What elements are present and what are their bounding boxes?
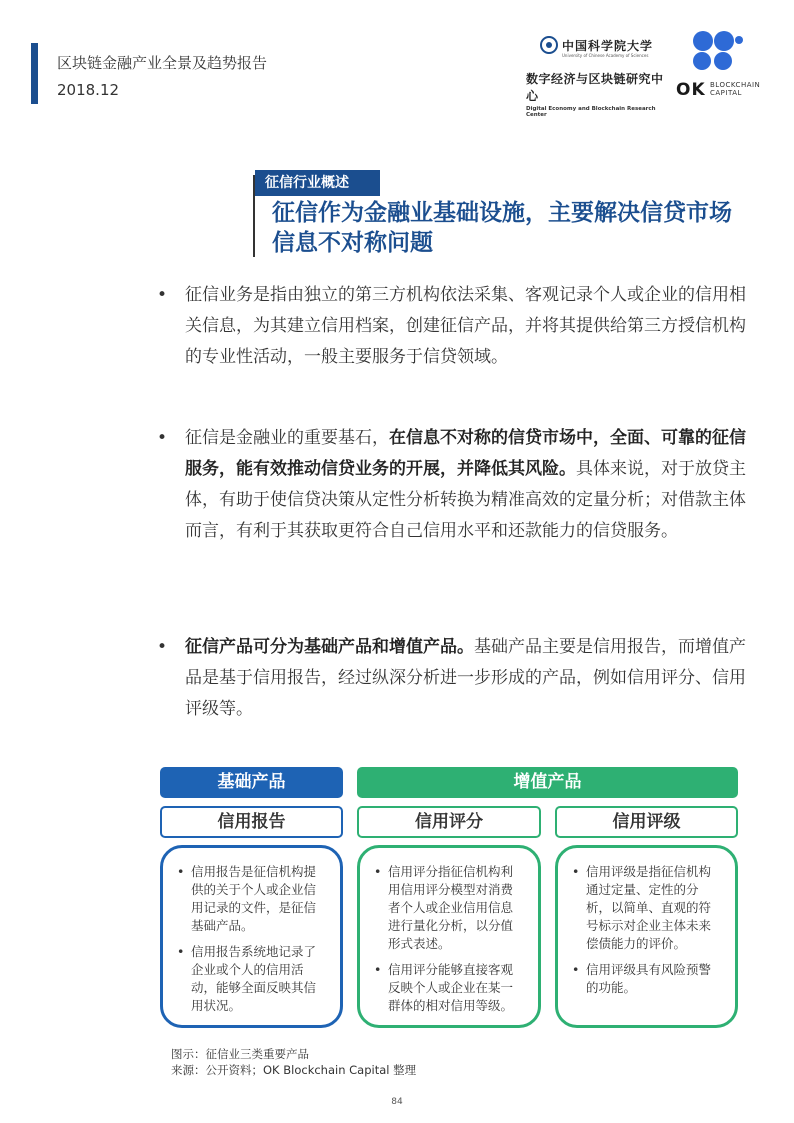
bullet-text: 基础产品主要是信用报告，而增值产品是基于信用报告，经过纵深分析进一步形成的产品，例如信用评分、信用评级等。 xyxy=(185,637,746,719)
figure-source: 来源：公开资料；OK Blockchain Capital 整理 xyxy=(171,1063,417,1077)
logo-dot xyxy=(693,31,713,51)
bullet-emphasis: 征信产品可分为基础产品和增值产品。 xyxy=(185,637,474,657)
research-center-name: 数字经济与区块链研究中心 xyxy=(526,72,664,103)
credit-rating-label: 信用评级 xyxy=(555,806,738,838)
bullet-marker: • xyxy=(157,637,168,657)
ok-blockchain-capital-logo xyxy=(676,30,766,100)
ucas-english-name: University of Chinese Academy of Sciences xyxy=(562,53,649,58)
ucas-name: 中国科学院大学 xyxy=(562,38,654,53)
card-point: • 信用评分指征信机构利用信用评分模型对消费者个人或企业信用信息进行量化分析，以分值形式表述。 xyxy=(374,863,524,953)
logo-dot xyxy=(693,52,711,70)
value-added-products-header: 增值产品 xyxy=(357,767,738,798)
card-point: • 信用评级是指征信机构通过定量、定性的分析，以简单、直观的符号标示对企业主体未来偿债能力的评价。 xyxy=(572,863,721,953)
card-point: • 信用报告是征信机构提供的关于个人或企业信用记录的文件，是征信基础产品。 xyxy=(177,863,326,935)
credit-score-label: 信用评分 xyxy=(357,806,541,838)
bullet-item xyxy=(157,423,757,547)
bullet-item xyxy=(157,632,757,725)
credit-report-card xyxy=(160,845,343,1028)
ok-subtitle xyxy=(710,81,760,97)
research-center-english-name: Digital Economy and Blockchain Research Center xyxy=(526,106,656,118)
card-point: • 信用报告系统地记录了企业或个人的信用活动，能够全面反映其信用状况。 xyxy=(177,943,326,1015)
bullet-emphasis: 在信息不对称的信贷市场中，全面、可靠的征信服务，能有效推动信贷业务的开展，并降低其风险。 xyxy=(185,428,746,479)
credit-score-card xyxy=(357,845,541,1028)
bullet-text: 征信业务是指由独立的第三方机构依法采集、客观记录个人或企业的信用相关信息，为其建立信用档案，创建征信产品，并将其提供给第三方授信机构的专业性活动，一般主要服务于信贷领域。 xyxy=(185,285,746,367)
ucas-logo xyxy=(526,36,670,118)
logo-dot xyxy=(714,52,732,70)
bullet-text: 具体来说，对于放贷主体，有助于使信贷决策从定性分析转换为精准高效的定量分析；对借款主体而言，有利于其获取更符合自己信用水平和还款能力的信贷服务。 xyxy=(185,459,746,541)
card-point: • 信用评分能够直接客观反映个人或企业在某一群体的相对信用等级。 xyxy=(374,961,524,1015)
figure-caption-block xyxy=(171,1046,416,1078)
ucas-seal-icon xyxy=(540,36,558,54)
report-date: 2018.12 xyxy=(57,81,120,99)
section-tag: 征信行业概述 xyxy=(255,170,380,196)
bullet-marker: • xyxy=(157,428,168,448)
basic-products-header: 基础产品 xyxy=(160,767,343,798)
bullet-text: 征信是金融业的重要基石， xyxy=(185,428,389,448)
card-point: • 信用评级具有风险预警的功能。 xyxy=(572,961,721,997)
bullet-marker: • xyxy=(157,285,168,305)
credit-rating-card xyxy=(555,845,738,1028)
figure-caption: 图示：征信业三类重要产品 xyxy=(171,1047,309,1061)
bullet-item xyxy=(157,280,757,373)
logo-dot xyxy=(714,31,734,51)
header-accent-bar xyxy=(31,43,38,104)
page-number: 84 xyxy=(391,1097,403,1107)
report-title: 区块链金融产业全景及趋势报告 xyxy=(57,54,268,72)
ok-wordmark: OK xyxy=(676,80,706,100)
logo-dot xyxy=(735,36,743,44)
ok-subtitle-line1: BLOCKCHAIN xyxy=(710,81,761,89)
ok-subtitle-line2: CAPITAL xyxy=(710,89,742,97)
section-heading: 征信作为金融业基础设施，主要解决信贷市场信息不对称问题 xyxy=(272,200,732,256)
credit-report-label: 信用报告 xyxy=(160,806,343,838)
